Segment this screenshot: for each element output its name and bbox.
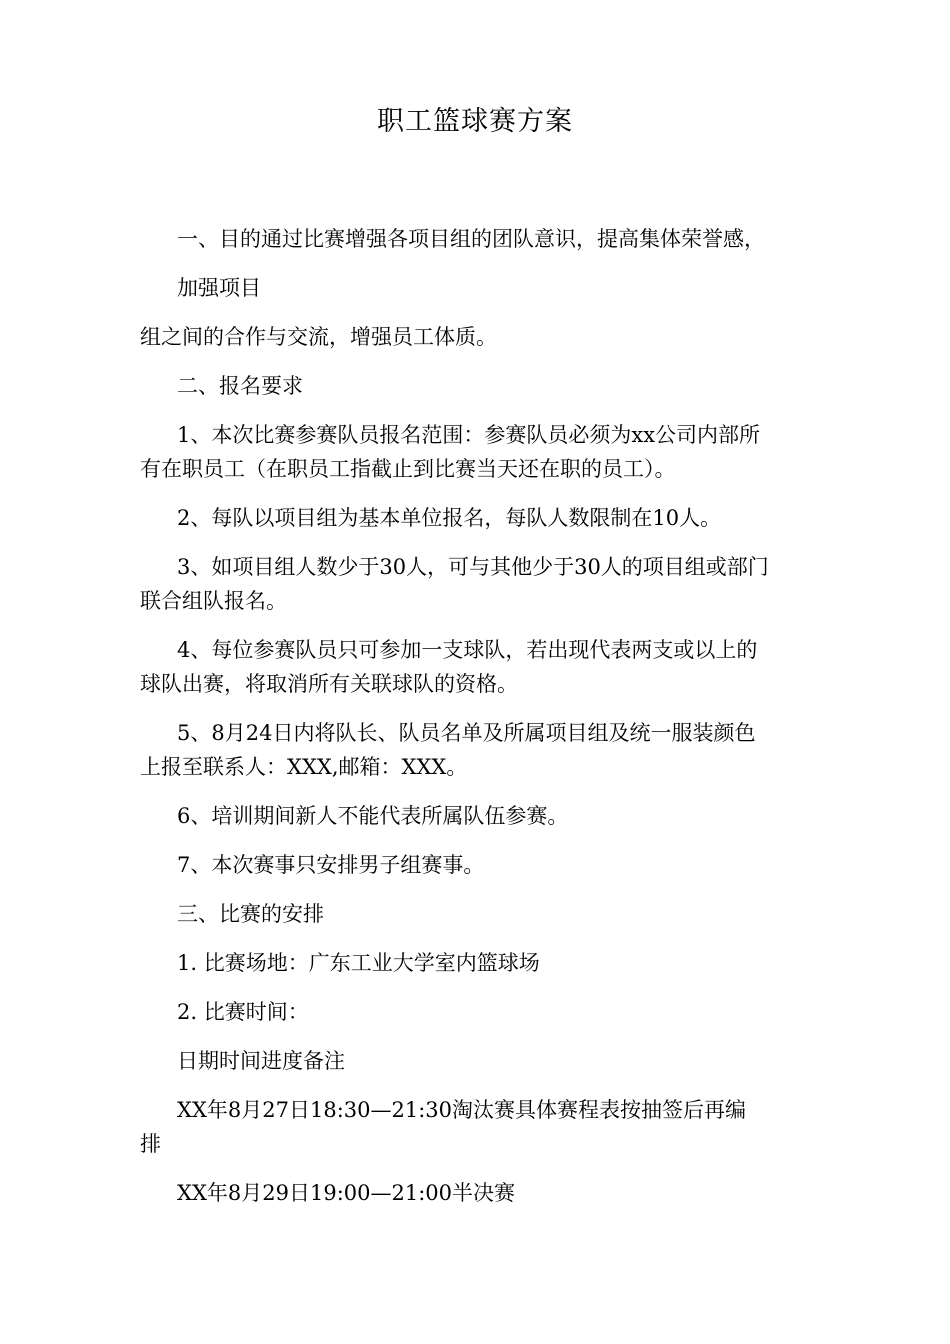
rule-6: 6、培训期间新人不能代表所属队伍参赛。 (177, 804, 569, 828)
rule-1-line2: 有在职员工（在职员工指截止到比赛当天还在职的员工）。 (140, 457, 676, 481)
section-purpose-line3: 组之间的合作与交流，增强员工体质。 (140, 325, 497, 349)
rule-3-line1: 3、如项目组人数少于30人，可与其他少于30人的项目组或部门 (177, 555, 769, 579)
schedule-row-2: XX年8月29日19:00—21:00半决赛 (177, 1181, 516, 1205)
document-body (140, 222, 816, 1210)
rule-1-line1: 1、本次比赛参赛队员报名范围：参赛队员必须为xx公司内部所 (177, 423, 761, 447)
section-purpose-line1: 一、目的通过比赛增强各项目组的团队意识，提高集体荣誉感， (177, 227, 765, 251)
section-arrangement-heading: 三、比赛的安排 (177, 902, 324, 926)
rule-3-line2: 联合组队报名。 (140, 589, 287, 613)
rule-7: 7、本次赛事只安排男子组赛事。 (177, 853, 485, 877)
rule-5-line1: 5、8月24日内将队长、队员名单及所属项目组及统一服装颜色 (177, 721, 756, 745)
schedule-header: 日期时间进度备注 (177, 1049, 345, 1073)
rule-5-line2: 上报至联系人：XXX,邮箱：XXX。 (140, 755, 468, 779)
rule-2: 2、每队以项目组为基本单位报名，每队人数限制在10人。 (177, 506, 722, 530)
arrangement-venue: 1. 比赛场地：广东工业大学室内篮球场 (177, 951, 540, 975)
rule-4-line1: 4、每位参赛队员只可参加一支球队，若出现代表两支或以上的 (177, 638, 758, 662)
document-title: 职工篮球赛方案 (377, 106, 573, 137)
schedule-row-1-line1: XX年8月27日18:30—21:30淘汰赛具体赛程表按抽签后再编 (177, 1098, 747, 1122)
schedule-row-1-line2: 排 (140, 1132, 161, 1156)
rule-4-line2: 球队出赛，将取消所有关联球队的资格。 (140, 672, 518, 696)
arrangement-time: 2. 比赛时间： (177, 1000, 309, 1024)
section-purpose-line2: 加强项目 (177, 276, 261, 300)
section-registration-heading: 二、报名要求 (177, 374, 303, 398)
